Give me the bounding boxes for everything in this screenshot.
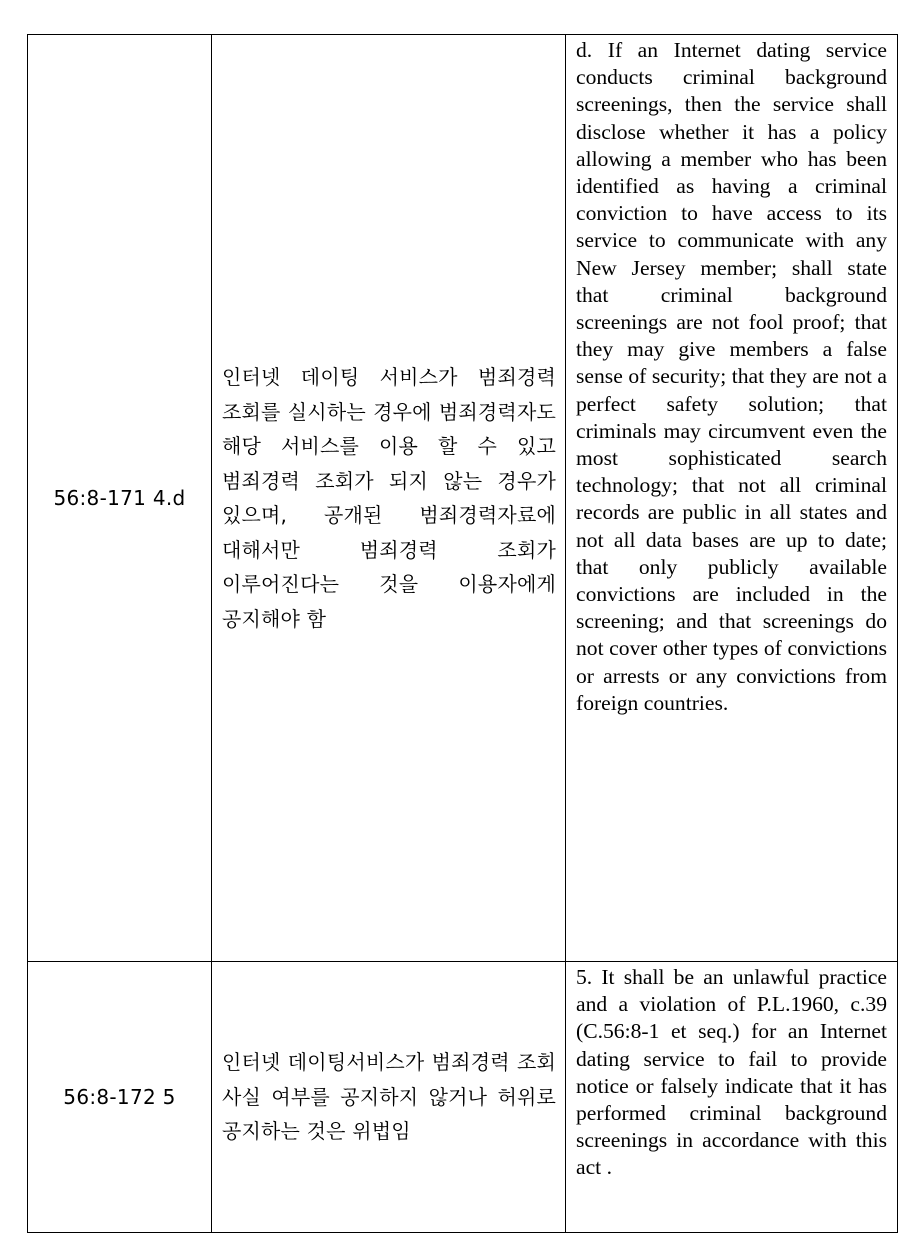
section-number-cell: 56:8-171 4.d	[28, 35, 212, 962]
section-number-cell: 56:8-172 5	[28, 962, 212, 1233]
korean-summary-cell: 인터넷 데이팅서비스가 범죄경력 조회 사실 여부를 공지하지 않거나 허위로 공지하는 것은 위법임	[212, 962, 566, 1233]
statute-text: d. If an Internet dating service conducts criminal background screenings, then the service shall disclose whether it has a policy allowing a member who has been identified as having a criminal conviction to have access to its service to communicate with any New Jersey member; shall state that criminal background screenings are not fool proof; that they may give members a false sense of security; that they are not a perfect safety solution; that criminals may circumvent even the most sophisticated search technology; that not all criminal records are public in all states and not all data bases are up to date; that only publicly available convictions are included in the screening; and that screenings do not cover other types of convictions or arrests or any convictions from foreign countries.	[576, 38, 887, 715]
table-row	[28, 35, 898, 962]
statute-text: 5. It shall be an unlawful practice and a violation of P.L.1960, c.39 (C.56:8-1 et seq.) for an Internet dating service to fail to provide notice or falsely indicate that it has performed criminal background screenings in accordance with this act .	[576, 965, 887, 1180]
statute-text-cell	[566, 35, 898, 962]
table-row	[28, 962, 898, 1233]
korean-summary-cell: 인터넷 데이팅 서비스가 범죄경력 조회를 실시하는 경우에 범죄경력자도 해당 서비스를 이용 할 수 있고 범죄경력 조회가 되지 않는 경우가 있으며, 공개된 범죄경력자료에 대해서만 범죄경력 조회가 이루어진다는 것을 이용자에게 공지해야 함	[212, 35, 566, 962]
statute-table	[27, 34, 898, 1233]
statute-text-cell	[566, 962, 898, 1233]
